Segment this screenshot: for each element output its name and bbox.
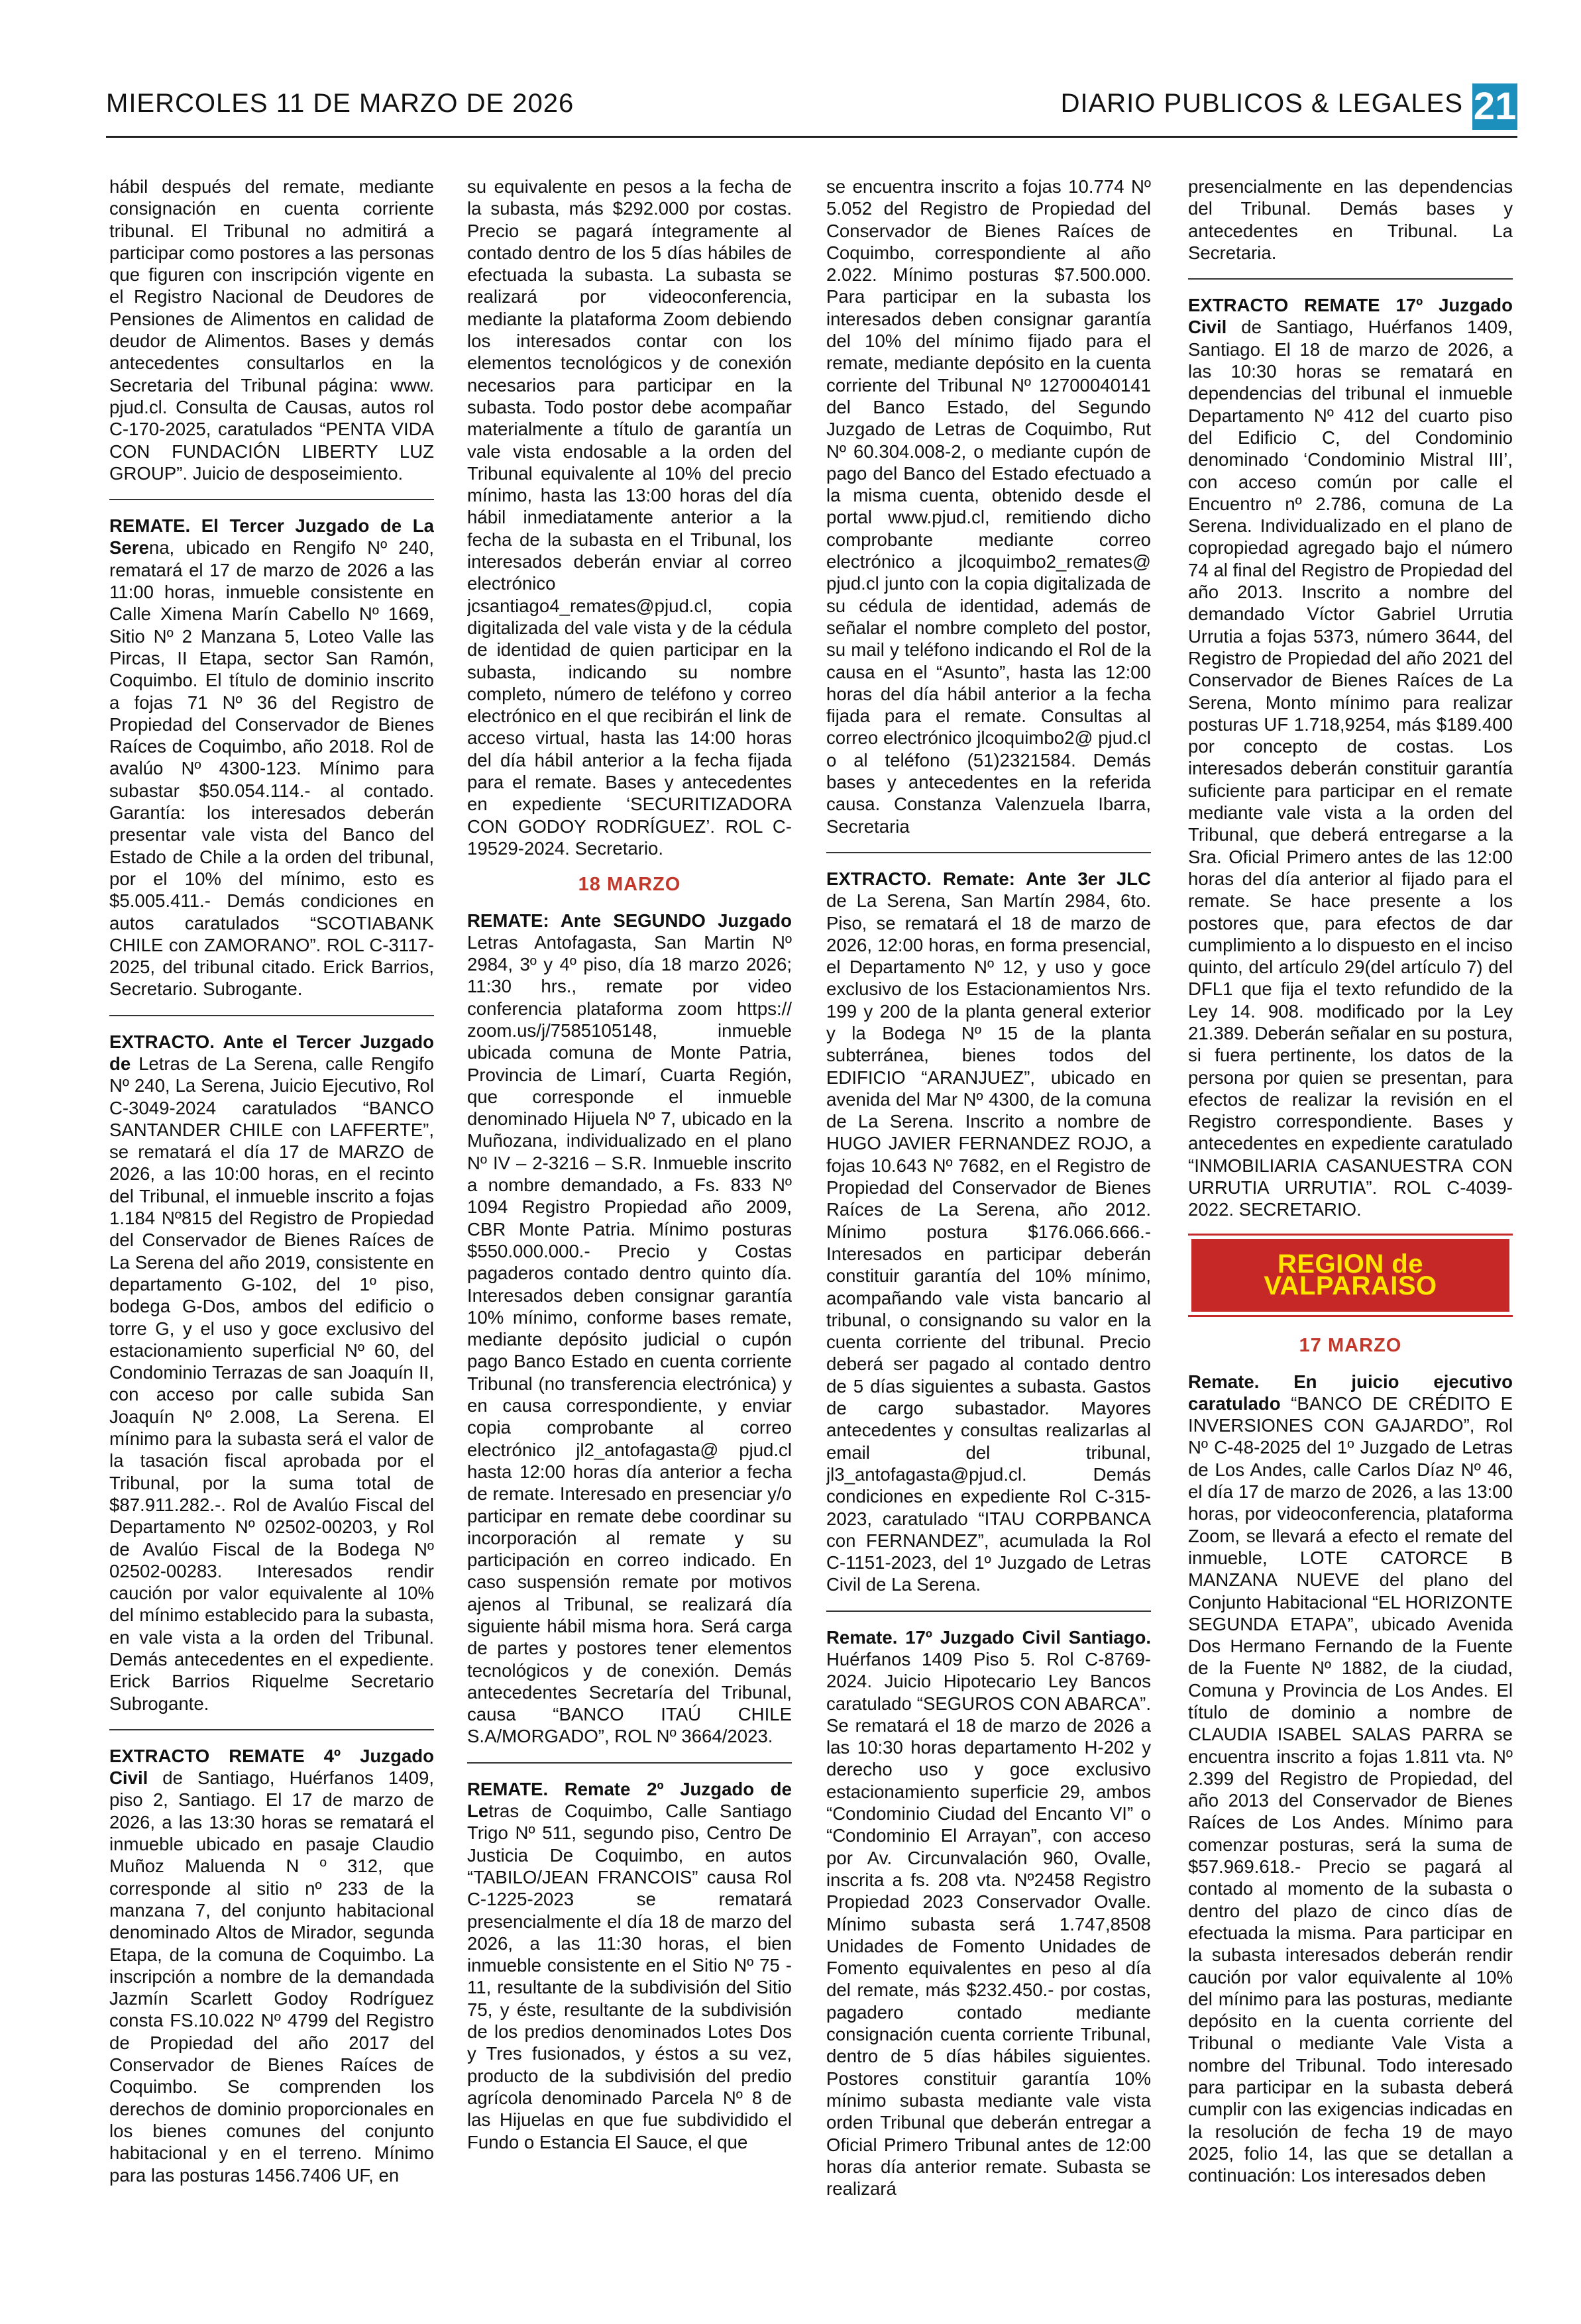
header-rule xyxy=(106,136,1517,138)
notice-separator xyxy=(467,1762,792,1764)
notice-body: tras de Coquimbo, Calle Santiago Trigo Nº 511, segundo piso, Centro De Justicia De Coquimbo, en autos “TABILO/JEAN FRANCOIS” causa Rol C-1225-2023 se rematará presencialmente el día 18 de marzo del 2026, a las 11:30 horas, el bien inmueble consistente en el Sitio Nº 75 - 11, resultante de la subdivisión del Sitio 75, y éste, resultante de la subdivisión de los predios denominados Lotes Dos y Tres fusionados, y éstos a su vez, producto de la subdivisión del predio agrícola denominado Parcela Nº 8 de las Hijuelas en que fue subdividido el Fundo o Estancia El Sauce, el que xyxy=(467,1801,792,2152)
legal-notice xyxy=(467,1778,792,2153)
header-publication: DIARIO PUBLICOS & LEGALES xyxy=(1060,89,1463,118)
notice-body: Letras Antofagasta, San Martin Nº 2984, 3º y 4º piso, día 18 marzo 2026; 11:30 hrs., remate por video conferencia plataforma zoom https:// zoom.us/j/7585105148, inmueble ubicada comuna de Monte Patria, Provincia de Limarí, Cuarta Región, que corresponde el inmueble denominado Hijuela Nº 7, ubicado en la Muñozana, individualizado en el plano Nº IV – 2-3216 – S.R. Inmueble inscrito a nombre demandado, a Fs. 833 Nº 1094 Registro Propiedad año 2009, CBR Monte Patria. Mínimo posturas $550.000.000.- Precio y Costas pagaderos contado dentro quinto día. Interesados deben consignar garantía 10% mínimo, conforme bases remate, mediante depósito judicial o cupón pago Banco Estado en cuenta corriente Tribunal (no transferencia electrónica) y en causa correspondiente, y enviar copia comprobante al correo electrónico jl2_antofagasta@ pjud.cl hasta 12:00 horas día anterior a fecha de remate. Interesado en presenciar y/o participar en remate debe coordinar su incorporación al remate y su participación en correo indicado. En caso suspensión remate por motivos ajenos al Tribunal, se realizará día siguiente hábil misma hora. Será carga de partes y postores tener elementos tecnológicos y de conexión. Demás antecedentes Secretaría del Tribunal, causa “BANCO ITAÚ CHILE S.A/MORGADO”, ROL Nº 3664/2023. xyxy=(467,931,792,1747)
legal-notice xyxy=(1188,294,1513,1220)
notice-body: presencialmente en las dependencias del Tribunal. Demás bases y antecedentes en Tribunal. La Secretaria. xyxy=(1188,176,1513,263)
notice-lead: EXTRACTO REMATE 4º Juzgado Civil xyxy=(109,1745,434,1789)
region-banner: REGION de VALPARAISO xyxy=(1188,1236,1513,1316)
legal-notice xyxy=(109,1031,434,1715)
legal-notice xyxy=(826,1626,1151,2200)
legal-notice xyxy=(109,515,434,1000)
notice-body: Huérfanos 1409 Piso 5. Rol C-8769-2024. Juicio Hipotecario Ley Bancos caratulado “SEGUROS CON ABARCA”. Se rematará el 18 de marzo de 2026 a las 10:30 horas departamento H-202 y derecho uso y goce exclusivo estacionamiento superficie 29, ambos “Condominio Ciudad del Encanto VI” o “Condominio El Arrayan”, con acceso por Av. Circunvalación 960, Ovalle, inscrita a fs. 208 vta. Nº2458 Registro Propiedad 2023 Conservador Ovalle. Mínimo subasta será 1.747,8508 Unidades de Fomento Unidades de Fomento equivalentes en peso al día del remate, más $232.450.- por costas, pagadero contado mediante consignación cuenta corriente Tribunal, dentro de 5 días hábiles siguientes. Postores constituir garantía 10% mínimo subasta mediante vale vista orden Tribunal que deberán entregar a Oficial Primero Tribunal antes de 12:00 horas día anterior remate. Subasta se realizará xyxy=(826,1649,1151,2199)
notice-separator xyxy=(826,1611,1151,1612)
legal-notice xyxy=(826,868,1151,1596)
column-4 xyxy=(1188,176,1513,2296)
notice-separator xyxy=(109,1729,434,1730)
notice-separator xyxy=(826,852,1151,853)
notice-body: Letras de La Serena, calle Rengifo Nº 240, La Serena, Juicio Ejecutivo, Rol C-3049-2024 caratulados “BANCO SANTANDER CHILE con LAFFERTE”, se rematará el día 17 de MARZO de 2026, a las 10:00 horas, en el recinto del Tribunal, el inmueble inscrito a fojas 1.184 Nº815 del Registro de Propiedad del Conservador de Bienes Raíces de La Serena del año 2019, consistente en departamento G-102, del 1º piso, bodega G-Dos, ambos del edificio o torre G, y el uso y goce exclusivo del estacionamiento superficial Nº 60, del Condominio Terrazas de san Joaquín II, con acceso por calle subida San Joaquín Nº 2.008, La Serena. El mínimo para la subasta será el valor de la tasación fiscal aprobada por el Tribunal, por la suma total de $87.911.282.-. Rol de Avalúo Fiscal del Departamento Nº 02502-00203, y Rol de Avalúo Fiscal de la Bodega Nº 02502-00283. Interesados rendir caución por valor equivalente al 10% del mínimo establecido para la subasta, en vale vista a la orden del Tribunal. Demás antecedentes en el expediente. Erick Barrios Riquelme Secretario Subrogante. xyxy=(109,1053,434,1714)
notice-body: se encuentra inscrito a fojas 10.774 Nº 5.052 del Registro de Propiedad del Conservador de Bienes Raíces de Coquimbo, correspondiente al año 2.022. Mínimo posturas $7.500.000. Para participar en la subasta los interesados deben consignar garantía del 10% del mínimo fijado para el remate, mediante depósito en la cuenta corriente del Tribunal Nº 12700040141 del Banco Estado, del Segundo Juzgado de Letras de Coquimbo, Rut Nº 60.304.008-2, o mediante cupón de pago del Banco del Estado efectuado a la misma cuenta, obtenido desde el portal www.pjud.cl, remitiendo dicho comprobante mediante correo electrónico a jlcoquimbo2_remates@ pjud.cl junto con la copia digitalizada de su cédula de identidad, además de señalar el nombre completo del postor, su mail y teléfono indicando el Rol de la causa en el “Asunto”, hasta las 12:00 horas del día hábil anterior a la fecha fijada para el remate. Consultas al correo electrónico jlcoquimbo2@ pjud.cl o al teléfono (51)2321584. Demás bases y antecedentes en la referida causa. Constanza Valenzuela Ibarra, Secretaria xyxy=(826,176,1151,837)
notice-separator xyxy=(1188,278,1513,280)
legal-notice xyxy=(826,176,1151,837)
notice-body: de Santiago, Huérfanos 1409, piso 2, Santiago. El 17 de marzo de 2026, a las 13:30 horas se rematará el inmueble ubicado en pasaje Claudio Muñoz Maluenda N º 312, que corresponde al sitio nº 233 de la manzana 7, del conjunto habitacional denominado Altos de Mirador, segunda Etapa, de la comuna de Coquimbo. La inscripción a nombre de la demandada Jazmín Scarlett Godoy Rodríguez consta FS.10.022 Nº 4799 del Registro de Propiedad del año 2017 del Conservador de Bienes Raíces de Coquimbo. Se comprenden los derechos de dominio proporcionales en los bienes comunes del conjunto habitacional y en el terreno. Mínimo para las posturas 1456.7406 UF, en xyxy=(109,1768,434,2186)
legal-notice xyxy=(467,910,792,1748)
page-number: 21 xyxy=(1472,83,1517,130)
notice-separator xyxy=(109,499,434,500)
column-3 xyxy=(826,176,1151,2296)
notice-lead: REMATE. El Tercer Juzgado de La Sere xyxy=(109,515,434,558)
notice-body: de La Serena, San Martín 2984, 6to. Piso, se rematará el 18 de marzo de 2026, 12:00 horas, en forma presencial, el Departamento Nº 12, y uso y goce exclusivo de los Estacionamientos Nrs. 199 y 200 de la planta general exterior y la Bodega Nº 15 de la planta subterránea, bienes todos del EDIFICIO “ARANJUEZ”, ubicado en avenida del Mar Nº 4300, de la comuna de La Serena. Inscrito a nombre de HUGO JAVIER FERNANDEZ ROJO, a fojas 10.643 Nº 7682, en el Registro de Propiedad del Conservador de Bienes Raíces de La Serena, año 2012. Mínimo postura $176.066.666.- Interesados en participar deberán constituir garantía del 10% mínimo, acompañando vale vista bancario al tribunal, o consignando su valor en la cuenta corriente del tribunal. Precio deberá ser pagado al contado dentro de 5 días siguientes a subasta. Gastos de cargo subastador. Mayores antecedentes y consultas realizarlas al email del tribunal, jl3_antofagasta@pjud.cl. Demás condiciones en expediente Rol C-315-2023, caratulado “ITAU CORPBANCA con FERNANDEZ”, acumulada la Rol C-1151-2023, del 1º Juzgado de Letras Civil de La Serena. xyxy=(826,890,1151,1595)
section-date: 18 MARZO xyxy=(578,874,681,896)
notice-separator xyxy=(109,1015,434,1016)
notice-body: de Santiago, Huérfanos 1409, Santiago. El 18 de marzo de 2026, a las 10:30 horas se rematará en dependencias del tribunal el inmueble Departamento Nº 412 del cuarto piso del Edificio C, del Condominio denominado ‘Condominio Mistral III’, con acceso común por calle el Encuentro nº 2.786, comuna de La Serena. Individualizado en el plano de copropiedad agregado bajo el número 74 al final del Registro de Propiedad del año 2013. Inscrito a nombre del demandado Víctor Gabriel Urrutia Urrutia a fojas 5373, número 3644, del Registro de Propiedad del año 2021 del Conservador de Bienes Raíces de La Serena, Monto mínimo para realizar posturas UF 1.718,9254, más $189.400 por concepto de costas. Los interesados deberán constituir garantía suficiente para participar en el remate mediante vale vista a la orden del Tribunal, que deberá entregarse a la Sra. Oficial Primero antes de las 12:00 horas del día anterior al fijado para el remate. Se hace presente a los postores que, para efectos de dar cumplimiento a lo dispuesto en el inciso quinto, del artículo 29(del artículo 7) del DFL1 que fija el texto refundido de la Ley 14. 908. modificado por la Ley 21.389. Deberán señalar en su postura, si fuera pertinente, los datos de la persona por quien se presentan, para efectos de realizar la revisión en el Registro correspondiente. Bases y antecedentes en expediente caratulado “INMOBILIARIA CASANUESTRA CON URRUTIA URRUTIA”. ROL C-4039-2022. SECRETARIO. xyxy=(1188,317,1513,1220)
legal-notice xyxy=(467,176,792,859)
column-1 xyxy=(109,176,434,2296)
notice-body: na, ubicado en Rengifo Nº 240, rematará el 17 de marzo de 2026 a las 11:00 horas, inmueble consistente en Calle Ximena Marín Cabello Nº 1669, Sitio Nº 2 Manzana 5, Loteo Valle las Pircas, II Etapa, sector San Ramón, Coquimbo. El título de dominio inscrito a fojas 71 Nº 36 del Registro de Propiedad del Conservador de Bienes Raíces de Coquimbo, año 2018. Rol de avalúo Nº 4300-123. Mínimo para subastar $50.054.114.- al contado. Garantía: los interesados deberán presentar vale vista del Banco del Estado de Chile a la orden del tribunal, por el 10% del mínimo, esto es $5.005.411.- Demás condiciones en autos caratulados “SCOTIABANK CHILE con ZAMORANO”. ROL C-3117-2025, del tribunal citado. Erick Barrios, Secretario. Subrogante. xyxy=(109,537,434,1000)
column-2 xyxy=(467,176,792,2296)
legal-notice xyxy=(1188,176,1513,264)
notice-lead: Remate. En juicio ejecutivo caratulado xyxy=(1188,1371,1513,1414)
notice-lead: Remate. 17º Juzgado Civil Santiago. xyxy=(826,1626,1151,1648)
notice-lead: EXTRACTO REMATE 17º Juzgado Civil xyxy=(1188,295,1513,338)
notice-body: su equivalente en pesos a la fecha de la subasta, más $292.000 por costas. Precio se pagará íntegramente al contado dentro de los 5 días hábiles de efectuada la subasta. La subasta se realizará por videoconferencia, mediante la plataforma Zoom debiendo los interesados contar con los elementos tecnológicos y de conexión necesarios para participar en la subasta. Todo postor debe acompañar materialmente a título de garantía un vale vista endosable a la orden del Tribunal equivalente al 10% del precio mínimo, hasta las 13:00 horas del día hábil inmediatamente anterior a la fecha de la subasta en el Tribunal, los interesados deberán enviar al correo electrónico jcsantiago4_remates@pjud.cl, copia digitalizada del vale vista y de la cédula de identidad de quien participar en la subasta, indicando su nombre completo, número de teléfono y correo electrónico en el que recibirán el link de acceso virtual, hasta las 14:00 horas del día hábil anterior a la fecha fijada para el remate. Bases y antecedentes en expediente ‘SECURITIZADORA CON GODOY RODRÍGUEZ’. ROL C-19529-2024. Secretario. xyxy=(467,176,792,859)
legal-notice xyxy=(1188,1371,1513,2187)
notice-body: hábil después del remate, mediante consignación en cuenta corriente tribunal. El Tribunal no admitirá a participar como postores a las personas que figuren con inscripción vigente en el Registro Nacional de Deudores de Pensiones de Alimentos en calidad de deudor de Alimentos. Bases y demás antecedentes consultarlos en la Secretaria del Tribunal página: www. pjud.cl. Consulta de Causas, autos rol C-170-2025, caratulados “PENTA VIDA CON FUNDACIÓN LIBERTY LUZ GROUP”. Juicio de desposeimiento. xyxy=(109,176,434,484)
page-header xyxy=(106,86,1517,132)
notice-lead: EXTRACTO. Ante el Tercer Juzgado de xyxy=(109,1031,434,1074)
legal-notice xyxy=(109,176,434,484)
notice-lead: REMATE: Ante SEGUNDO Juzgado xyxy=(467,910,792,931)
notice-lead: REMATE. Remate 2º Juzgado de Le xyxy=(467,1778,792,1822)
section-date: 17 MARZO xyxy=(1299,1335,1402,1357)
notice-lead: EXTRACTO. Remate: Ante 3er JLC xyxy=(826,868,1151,889)
notice-body: “BANCO DE CRÉDITO E INVERSIONES CON GAJARDO”, Rol Nº C-48-2025 del 1º Juzgado de Letras de Los Andes, calle Carlos Díaz Nº 46, el día 17 de marzo de 2026, a las 13:00 horas, por videoconferencia, plataforma Zoom, se llevará a efecto el remate del inmueble, LOTE CATORCE B MANZANA NUEVE del plano del Conjunto Habitacional “EL HORIZONTE SEGUNDA ETAPA”, ubicado Avenida Dos Hermano Fernando de la Fuente de la Fuente Nº 1882, de la ciudad, Comuna y Provincia de Los Andes. El título de dominio a nombre de CLAUDIA ISABEL SALAS PARRA se encuentra inscrito a fojas 1.811 vta. Nº 2.399 del Registro de Propiedad, del año 2013 del Conservador de Bienes Raíces de Los Andes. Mínimo para comenzar posturas, será la suma de $57.969.618.- Precio se pagará al contado al momento de la subasta o dentro del plazo de cinco días de efectuada la misma. Para participar en la subasta interesados deberán rendir caución por valor equivalente al 10% del mínimo para las posturas, mediante depósito en la cuenta corriente del Tribunal o mediante Vale Vista a nombre del Tribunal. Todo interesado para participar en la subasta deberá cumplir con las exigencias indicadas en la resolución de fecha 19 de mayo 2025, folio 14, las que se detallan a continuación: Los interesados deben xyxy=(1188,1393,1513,2186)
legal-notice xyxy=(109,1745,434,2186)
header-date: MIERCOLES 11 DE MARZO DE 2026 xyxy=(106,89,574,118)
